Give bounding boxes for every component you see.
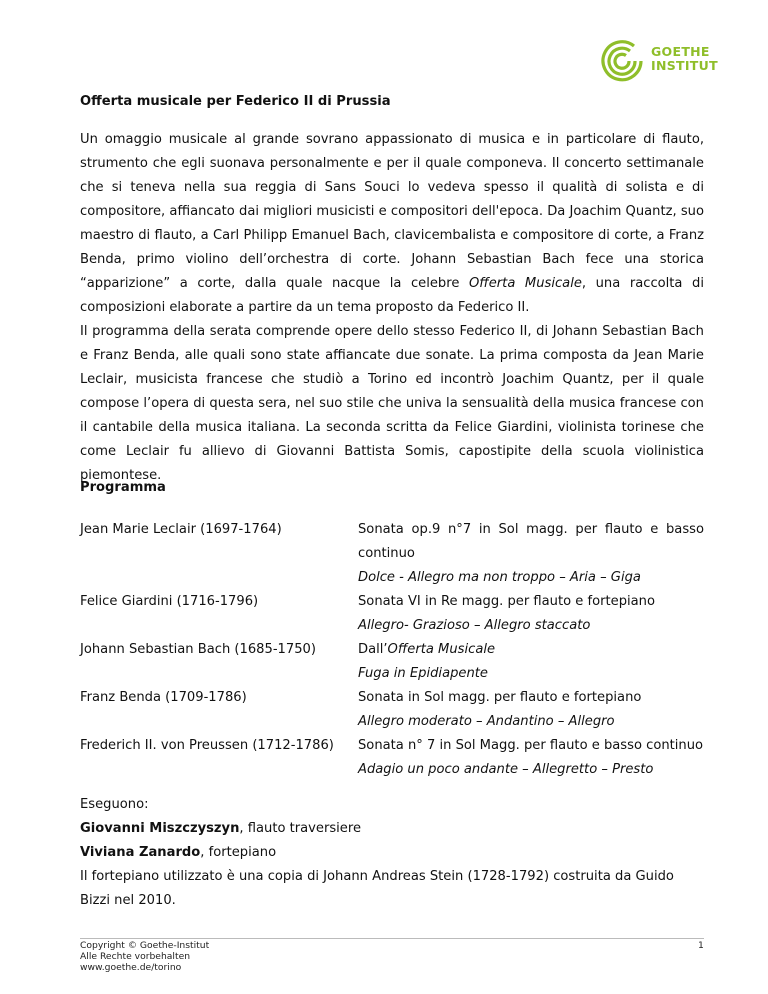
performers-section — [80, 793, 704, 913]
program-list — [80, 518, 704, 782]
footer-website: www.goethe.de/torino — [80, 962, 182, 973]
performer-line — [80, 817, 704, 841]
page-number: 1 — [698, 940, 704, 951]
performer-role: , fortepiano — [200, 845, 277, 860]
document-title: Offerta musicale per Federico II di Prussia — [80, 94, 391, 109]
performer-line — [80, 841, 704, 865]
performer-name: Viviana Zanardo — [80, 845, 201, 860]
program-item — [80, 734, 704, 782]
composer-name: Frederich II. von Preussen (1712-1786) — [80, 738, 334, 753]
work-movements: Allegro- Grazioso – Allegro staccato — [358, 618, 591, 633]
work-title: Sonata VI in Re magg. per flauto e fortepiano — [358, 594, 655, 609]
composer-name: Franz Benda (1709-1786) — [80, 690, 247, 705]
goethe-institut-logo — [601, 38, 721, 84]
work-title-prefix: Dall’ — [358, 642, 388, 657]
work-title — [358, 638, 704, 662]
program-item — [80, 686, 704, 734]
composer-name: Felice Giardini (1716-1796) — [80, 594, 259, 609]
logo-line-2: INSTITUT — [651, 58, 718, 73]
intro-paragraph-2: Il programma della serata comprende opere dello stesso Federico II, di Johann Sebastian Bach e Franz Benda, alle quali sono state affiancate due sonate. La prima composta da Jean Marie Leclair, musicista francese che studiò a Torino ed incontrò Joachim Quantz, per il quale compose l’opera di questa sera, nel suo stile che univa la sensualità della musica francese con il cantabile della musica italiana. La seconda scritta da Felice Giardini, violinista torinese che come Leclair fu allievo di Giovanni Battista Somis, capostipite della scuola violinistica piemontese. — [80, 324, 704, 483]
program-item — [80, 590, 704, 638]
intro-paragraph-1 — [80, 128, 704, 320]
logo-line-1: GOETHE — [651, 44, 710, 59]
work-title: Sonata n° 7 in Sol Magg. per flauto e basso continuo — [358, 738, 704, 753]
instrument-note-line-2: Bizzi nel 2010. — [80, 893, 176, 908]
performer-role: , flauto traversiere — [239, 821, 362, 836]
footer-copyright: Copyright © Goethe-Institut — [80, 940, 210, 951]
work-title: Sonata op.9 n°7 in Sol magg. per flauto e basso continuo — [358, 522, 704, 561]
intro-text — [80, 128, 704, 488]
performers-heading: Eseguono: — [80, 797, 149, 812]
work-movements: Fuga in Epidiapente — [358, 666, 488, 681]
work-movements: Adagio un poco andante – Allegretto – Presto — [358, 762, 654, 777]
instrument-note-line-1: Il fortepiano utilizzato è una copia di Johann Andreas Stein (1728-1792) costruita da Guido — [80, 869, 674, 884]
work-movements: Allegro moderato – Andantino – Allegro — [358, 714, 615, 729]
work-movements: Dolce - Allegro ma non troppo – Aria – Giga — [358, 570, 641, 585]
work-title-emphasis: Offerta Musicale — [387, 642, 496, 657]
work-title: Sonata in Sol magg. per flauto e fortepiano — [358, 690, 642, 705]
program-item — [80, 638, 704, 686]
composer-name: Johann Sebastian Bach (1685-1750) — [80, 642, 316, 657]
programma-heading: Programma — [80, 480, 166, 495]
intro-p1-part-b: , una raccolta di composizioni elaborate a partire da un tema proposto da Federico II. — [80, 276, 704, 315]
intro-p1-emphasis: Offerta Musicale — [468, 276, 582, 291]
intro-p1-part-a: Un omaggio musicale al grande sovrano appassionato di musica e in particolare di flauto, strumento che egli suonava personalmente e per il quale componeva. Il concerto settimanale che si teneva nella sua reggia di Sans Souci lo vedeva spesso il qualità di solista e di compositore, affiancato dai migliori musicisti e compositori dell'epoca. Da Joachim Quantz, suo maestro di flauto, a Carl Philipp Emanuel Bach, clavicembalista e compositore di corte, a Franz Benda, primo violino dell’orchestra di corte. Johann Sebastian Bach fece una storica “apparizione” a corte, dalla quale nacque la celebre — [80, 132, 704, 291]
footer-divider — [80, 938, 704, 939]
program-item — [80, 518, 704, 590]
goethe-logo-icon — [601, 38, 649, 84]
composer-name: Jean Marie Leclair (1697-1764) — [80, 522, 282, 537]
footer — [80, 940, 209, 973]
performer-name: Giovanni Miszczyszyn — [80, 821, 240, 836]
footer-rights: Alle Rechte vorbehalten — [80, 951, 191, 962]
